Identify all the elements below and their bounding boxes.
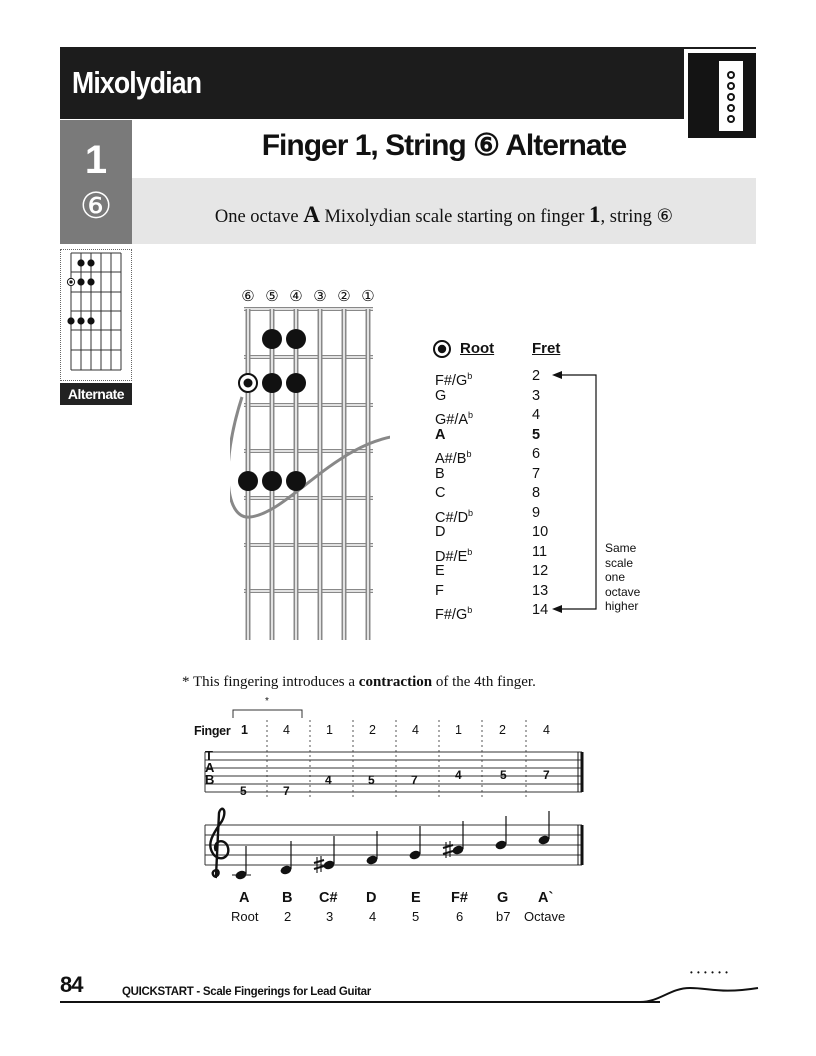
finger-number: 1 <box>455 723 462 737</box>
fretboard-diagram <box>230 285 390 645</box>
scale-degree: 3 <box>326 909 334 924</box>
string-number: ⑥ <box>79 185 113 226</box>
finger-number: 4 <box>543 723 550 737</box>
note-name: A <box>239 890 250 906</box>
subtitle-part-1: One octave <box>214 207 304 227</box>
finger-number: 2 <box>369 723 376 737</box>
subtitle <box>132 202 756 228</box>
scale-degree: b7 <box>496 909 511 924</box>
octave-note: Same scale one octave higher <box>605 541 641 613</box>
tab-number: 7 <box>283 784 290 798</box>
scale-degree: 4 <box>369 909 377 924</box>
page-number: 84 <box>60 972 83 997</box>
note-cell: B <box>435 466 445 482</box>
footer-dots: • • • • • • <box>690 968 729 977</box>
fret-cell: 14 <box>532 602 549 618</box>
finger-number: 4 <box>412 723 419 737</box>
string-5-label: ⑤ <box>265 288 279 305</box>
fret-cell: 10 <box>532 524 549 540</box>
note-name: G <box>497 890 509 906</box>
tab-number: 5 <box>368 773 375 787</box>
note-name: B <box>282 890 293 906</box>
tab-number: 5 <box>500 768 507 782</box>
note-cell: F <box>435 583 444 599</box>
finger-number: 1 <box>241 723 248 737</box>
note-cell: $D\#/E^b$ <box>435 547 473 565</box>
fret-cell: 13 <box>532 583 549 599</box>
string-4-label: ④ <box>289 288 303 305</box>
tab-clef: T A B <box>205 748 215 787</box>
string-3-label: ③ <box>313 288 327 305</box>
mini-fretboard <box>61 250 131 380</box>
note-cell: $G\#/A^b$ <box>435 410 474 428</box>
fret-cell: 12 <box>532 563 549 579</box>
guitar-neck-icon <box>640 978 760 1008</box>
section-heading: Finger 1, String ⑥ Alternate <box>261 129 627 162</box>
note-name: E <box>411 890 421 906</box>
string-6-label: ⑥ <box>241 288 255 305</box>
scale-degree: Octave <box>524 909 566 924</box>
note-cell: E <box>435 563 445 579</box>
fret-cell: 2 <box>532 368 541 384</box>
scale-degree: 6 <box>456 909 464 924</box>
root-column-header: Root <box>460 340 495 357</box>
fret-cell: 3 <box>532 388 541 404</box>
fret-cell: 9 <box>532 505 541 521</box>
tab-number: 7 <box>543 768 550 782</box>
guitar-tab-icon <box>688 53 756 138</box>
note-cell: D <box>435 524 446 540</box>
note-cell: C <box>435 485 446 501</box>
fret-cell-root: 5 <box>532 427 541 443</box>
subtitle-part-2: Mixolydian scale starting on finger <box>319 207 590 227</box>
fret-cell: 8 <box>532 485 541 501</box>
tab-number: 5 <box>240 784 247 798</box>
note-cell: $F\#/G^b$ <box>435 605 473 623</box>
finger-number: 2 <box>499 723 506 737</box>
fret-cell: 6 <box>532 446 541 462</box>
mini-diagram <box>60 249 132 381</box>
string-2-label: ② <box>337 288 351 305</box>
fret-cell: 7 <box>532 466 541 482</box>
fingering-number: 1 <box>84 138 108 182</box>
fret-cell: 4 <box>532 407 541 423</box>
book-title: QUICKSTART - Scale Fingerings for Lead Guitar <box>122 986 371 998</box>
string-1-label: ① <box>361 288 375 305</box>
finger-row-label: Finger <box>194 724 231 738</box>
tab-and-staff <box>200 705 595 905</box>
finger-number: 1 <box>326 723 333 737</box>
title-bar <box>60 47 684 119</box>
note-name: A` <box>538 890 554 906</box>
note-cell: $C\#/D^b$ <box>435 508 474 526</box>
page-title: Mixolydian <box>72 65 202 100</box>
tab-number: 4 <box>325 773 332 787</box>
contraction-asterisk: * <box>265 696 269 707</box>
subtitle-key: A <box>303 202 320 227</box>
fingering-number-box <box>60 120 132 244</box>
root-symbol-icon <box>433 340 453 360</box>
tab-number: 7 <box>411 773 418 787</box>
subtitle-finger: 1 <box>589 202 601 227</box>
octave-bracket <box>548 368 608 618</box>
footer-rule <box>60 1001 660 1003</box>
scale-degree: 2 <box>284 909 292 924</box>
footnote: * This fingering introduces a contraction of the 4th finger. <box>182 674 536 690</box>
note-name: F# <box>451 890 468 906</box>
note-cell: $F\#/G^b$ <box>435 371 473 389</box>
note-cell-root: A <box>435 427 446 443</box>
note-cell: $A\#/B^b$ <box>435 449 472 467</box>
fret-column-header: Fret <box>532 340 561 357</box>
subtitle-part-3: , string ⑥ <box>600 207 674 227</box>
fret-cell: 11 <box>532 544 548 560</box>
section-tab <box>688 53 756 138</box>
scale-degree: Root <box>231 909 259 924</box>
alternate-label: Alternate <box>60 383 132 405</box>
note-name: D <box>366 890 377 906</box>
note-cell: G <box>435 388 447 404</box>
tab-number: 4 <box>455 768 462 782</box>
scale-degree: 5 <box>412 909 420 924</box>
note-name: C# <box>319 890 338 906</box>
finger-number: 4 <box>283 723 290 737</box>
